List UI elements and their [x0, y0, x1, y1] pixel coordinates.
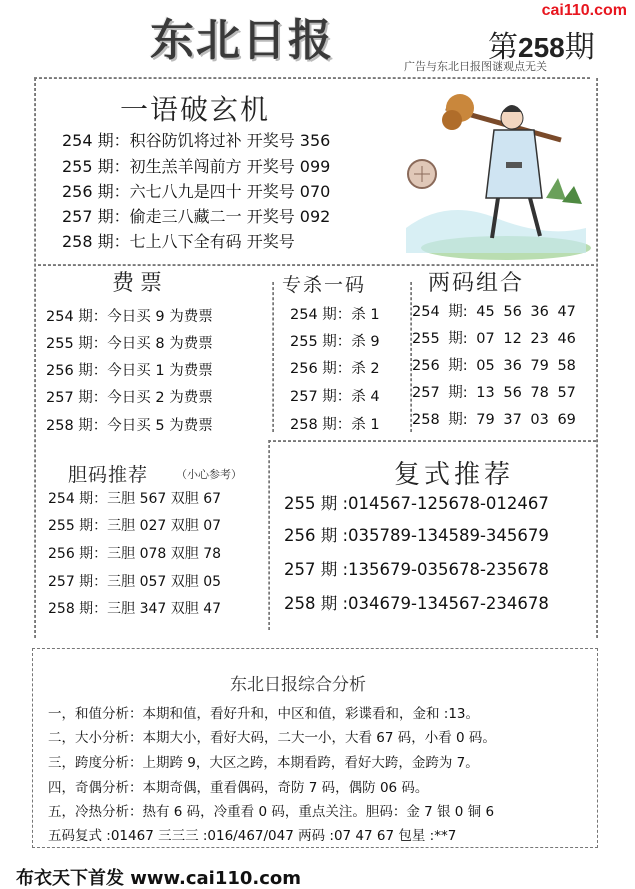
disclaimer: 广告与东北日报图谜观点无关	[404, 60, 547, 73]
issue-number: 258	[518, 32, 565, 63]
compound-row: 256 期 :035789-134589-345679	[284, 526, 549, 545]
frame-left-border	[34, 78, 36, 638]
kill-one-row: 255 期：杀 9	[290, 334, 380, 350]
free-ticket-row: 256 期：今日买 1 为费票	[46, 363, 213, 379]
compound-row: 257 期 :135679-035678-235678	[284, 560, 549, 579]
footer-text[interactable]: 布衣天下首发 www.cai110.com	[16, 868, 302, 889]
free-ticket-row: 258 期：今日买 5 为费票	[46, 418, 213, 434]
two-code-row: 257 期: 13 56 78 57	[412, 385, 576, 401]
compound-row: 255 期 :014567-125678-012467	[284, 494, 549, 513]
banker-row: 258 期：三胆 347 双胆 47	[48, 601, 222, 617]
riddle-row: 256 期：六七八九是四十 开奖号 070	[62, 182, 331, 201]
banker-note: （小心参考）	[176, 468, 242, 481]
two-code-row: 254 期: 45 56 36 47	[412, 304, 576, 320]
riddle-row: 258 期：七上八下全有码 开奖号	[62, 232, 295, 251]
compound-row: 258 期 :034679-134567-234678	[284, 594, 549, 613]
banker-title: 胆码推荐	[68, 464, 149, 486]
banker-row: 256 期：三胆 078 双胆 78	[48, 546, 222, 562]
banker-row: 254 期：三胆 567 双胆 67	[48, 491, 222, 507]
free-ticket-row: 255 期：今日买 8 为费票	[46, 336, 213, 352]
analysis-row: 二，大小分析：本期大小，看好大码，二大一小，大看 67 码，小看 0 码。	[48, 730, 496, 746]
site-name[interactable]: cai110.com	[541, 2, 627, 19]
issue-suffix: 期	[564, 30, 595, 65]
free-ticket-row: 257 期：今日买 2 为费票	[46, 390, 213, 406]
analysis-row: 四，奇偶分析：本期奇偶，重看偶码，奇防 7 码，偶防 06 码。	[48, 780, 429, 796]
frame-right-border	[596, 78, 598, 638]
analysis-title: 东北日报综合分析	[230, 675, 366, 695]
riddle-row: 257 期：偷走三八藏二一 开奖号 092	[62, 207, 331, 226]
two-code-row: 258 期: 79 37 03 69	[412, 412, 576, 428]
two-code-row: 255 期: 07 12 23 46	[412, 331, 576, 347]
analysis-row: 一，和值分析：本期和值，看好升和，中区和值，彩谍看和，金和 :13。	[48, 706, 480, 722]
riddle-row: 255 期：初生羔羊闯前方 开奖号 099	[62, 157, 331, 176]
kill-one-row: 258 期：杀 1	[290, 417, 380, 433]
two-code-title: 两码组合	[428, 271, 525, 296]
banker-row: 257 期：三胆 057 双胆 05	[48, 574, 222, 590]
free-ticket-row: 254 期：今日买 9 为费票	[46, 309, 213, 325]
banker-row: 255 期：三胆 027 双胆 07	[48, 518, 222, 534]
kill-one-title: 专杀一码	[282, 274, 367, 296]
issue-prefix: 第	[488, 30, 518, 65]
illustration-image	[386, 78, 596, 264]
riddle-row: 254 期：积谷防饥将过补 开奖号 356	[62, 131, 331, 150]
compound-title: 复式推荐	[394, 460, 515, 490]
masthead-logo: 东北日报	[150, 15, 334, 66]
divider-column-3	[268, 440, 270, 630]
riddle-title: 一语破玄机	[120, 93, 271, 126]
divider-column-1	[272, 282, 274, 432]
kill-one-row: 254 期：杀 1	[290, 307, 380, 323]
analysis-row: 五，冷热分析：热有 6 码，冷重看 0 码，重点关注。胆码：金 7 银 0 铜 6	[48, 804, 495, 820]
analysis-row: 三，跨度分析：上期跨 9，大区之跨，本期看跨，看好大跨，金跨为 7。	[48, 755, 479, 771]
kill-one-row: 256 期：杀 2	[290, 361, 380, 377]
divider-lower	[268, 440, 596, 442]
kill-one-row: 257 期：杀 4	[290, 389, 380, 405]
free-ticket-title: 费票	[112, 271, 169, 296]
analysis-row: 五码复式 :01467 三三三 :016/467/047 两码 :07 47 67 包星 :**7	[48, 828, 457, 844]
two-code-row: 256 期: 05 36 79 58	[412, 358, 576, 374]
